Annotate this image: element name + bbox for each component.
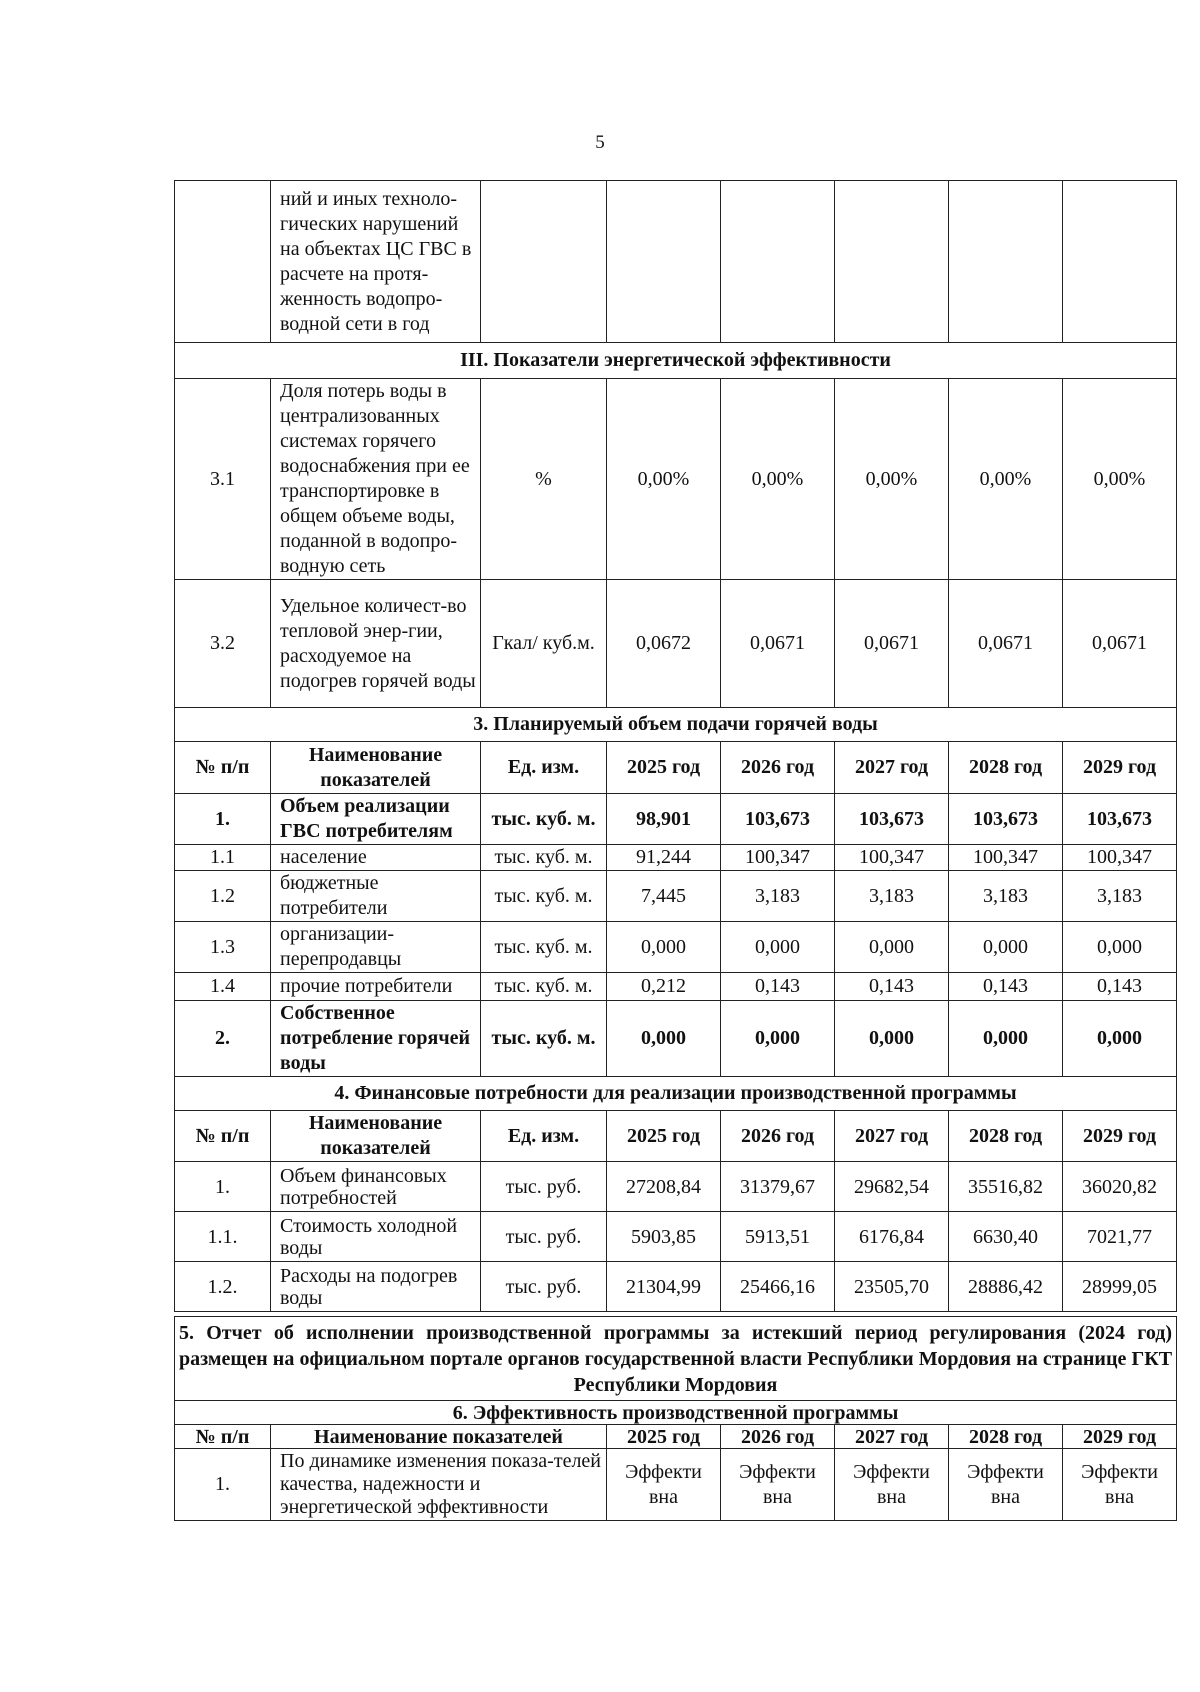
table-row xyxy=(175,1262,1177,1312)
value-cell: 0,000 xyxy=(949,922,1063,973)
value-cell: 0,00% xyxy=(949,379,1063,580)
header-year: 2028 год xyxy=(949,1425,1063,1449)
row-number: 1.2. xyxy=(175,1262,271,1312)
value-cell: 36020,82 xyxy=(1063,1162,1177,1212)
value-cell: 3,183 xyxy=(835,871,949,922)
row-number: 1. xyxy=(175,794,271,845)
value-cell: 27208,84 xyxy=(607,1162,721,1212)
value-cell xyxy=(721,181,835,343)
value-cell: 100,347 xyxy=(1063,845,1177,871)
value-cell: 0,00% xyxy=(607,379,721,580)
value-cell: 0,0671 xyxy=(835,580,949,708)
unit-cell: тыс. руб. xyxy=(481,1212,607,1262)
header-num: № п/п xyxy=(175,1425,271,1449)
value-cell: 0,000 xyxy=(1063,922,1177,973)
value-cell: 0,000 xyxy=(835,1001,949,1077)
indicator-name: бюджетные потребители xyxy=(271,871,481,922)
value-cell: 0,0671 xyxy=(1063,580,1177,708)
unit-cell: тыс. куб. м. xyxy=(481,1001,607,1077)
section-title-row xyxy=(175,708,1177,742)
header-year: 2029 год xyxy=(1063,742,1177,794)
value-cell: 0,00% xyxy=(835,379,949,580)
indicator-row xyxy=(175,379,1177,580)
value-cell: 103,673 xyxy=(1063,794,1177,845)
unit-cell: тыс. руб. xyxy=(481,1262,607,1312)
row-number: 1.4 xyxy=(175,973,271,1001)
value-cell: 0,0672 xyxy=(607,580,721,708)
value-cell: 0,00% xyxy=(721,379,835,580)
header-unit: Ед. изм. xyxy=(481,1111,607,1162)
header-num: № п/п xyxy=(175,1111,271,1162)
header-row xyxy=(175,1425,1177,1449)
unit-cell: тыс. куб. м. xyxy=(481,794,607,845)
value-cell: 98,901 xyxy=(607,794,721,845)
value-cell: 0,143 xyxy=(835,973,949,1001)
header-name: Наименование показателей xyxy=(271,742,481,794)
indicator-name: Стоимость холодной воды xyxy=(271,1212,481,1262)
value-cell: 0,000 xyxy=(721,1001,835,1077)
value-cell: 5903,85 xyxy=(607,1212,721,1262)
value-cell: Эффекти вна xyxy=(949,1449,1063,1521)
value-cell xyxy=(949,181,1063,343)
value-cell: 0,000 xyxy=(835,922,949,973)
section-title-row xyxy=(175,1077,1177,1111)
table-row xyxy=(175,1162,1177,1212)
value-cell: 3,183 xyxy=(1063,871,1177,922)
header-year: 2025 год xyxy=(607,1111,721,1162)
report-note: 5. Отчет об исполнении производственной программы за истекший период регулирования (2024 год) размещен на официальном портале органов государственной власти Республики Мордовия на странице ГКТ Республики Мордовия xyxy=(175,1317,1177,1401)
value-cell: 25466,16 xyxy=(721,1262,835,1312)
indicator-name: Удельное количест-во тепловой энер-гии, расходуемое на подогрев горячей воды xyxy=(271,580,481,708)
value-cell: 0,000 xyxy=(949,1001,1063,1077)
section-title-row xyxy=(175,343,1177,379)
continuation-row xyxy=(175,181,1177,343)
row-number xyxy=(175,181,271,343)
header-unit: Ед. изм. xyxy=(481,742,607,794)
value-cell: 7,445 xyxy=(607,871,721,922)
header-year: 2026 год xyxy=(721,1425,835,1449)
header-num: № п/п xyxy=(175,742,271,794)
unit-cell: тыс. куб. м. xyxy=(481,922,607,973)
header-name: Наименование показателей xyxy=(271,1425,607,1449)
value-cell: 0,000 xyxy=(607,922,721,973)
value-cell xyxy=(1063,181,1177,343)
value-cell: 7021,77 xyxy=(1063,1212,1177,1262)
header-year: 2028 год xyxy=(949,1111,1063,1162)
value-cell: 28999,05 xyxy=(1063,1262,1177,1312)
value-cell: 103,673 xyxy=(721,794,835,845)
header-year: 2029 год xyxy=(1063,1425,1177,1449)
header-year: 2029 год xyxy=(1063,1111,1177,1162)
indicator-name: ний и иных техноло-гических нарушений на объектах ЦС ГВС в расчете на протя-женность водопро-водной сети в год xyxy=(271,181,481,343)
unit-cell: тыс. куб. м. xyxy=(481,871,607,922)
value-cell: 91,244 xyxy=(607,845,721,871)
value-cell: 21304,99 xyxy=(607,1262,721,1312)
table-row xyxy=(175,1449,1177,1521)
header-year: 2027 год xyxy=(835,1111,949,1162)
row-number: 1.1 xyxy=(175,845,271,871)
row-number: 1.3 xyxy=(175,922,271,973)
header-year: 2027 год xyxy=(835,1425,949,1449)
value-cell: 0,000 xyxy=(721,922,835,973)
indicator-name: Объем реализации ГВС потребителям xyxy=(271,794,481,845)
main-table xyxy=(174,180,1177,1312)
section-title: 3. Планируемый объем подачи горячей воды xyxy=(175,708,1177,742)
row-number: 1.1. xyxy=(175,1212,271,1262)
row-number: 1.2 xyxy=(175,871,271,922)
unit-cell: % xyxy=(481,379,607,580)
value-cell: 0,143 xyxy=(721,973,835,1001)
row-number: 1. xyxy=(175,1162,271,1212)
value-cell: 100,347 xyxy=(835,845,949,871)
indicator-name: По динамике изменения показа-телей качества, надежности и энергетической эффективности xyxy=(271,1449,607,1521)
section-title: III. Показатели энергетической эффективности xyxy=(175,343,1177,379)
value-cell: 100,347 xyxy=(721,845,835,871)
value-cell: 103,673 xyxy=(835,794,949,845)
value-cell xyxy=(607,181,721,343)
value-cell: 6176,84 xyxy=(835,1212,949,1262)
section-title-row xyxy=(175,1401,1177,1425)
indicator-name: Доля потерь воды в централизованных системах горячего водоснабжения при ее транспортировке в общем объеме воды, поданной в водопро-водную сеть xyxy=(271,379,481,580)
value-cell: 0,143 xyxy=(1063,973,1177,1001)
value-cell: 0,0671 xyxy=(721,580,835,708)
unit-cell: тыс. куб. м. xyxy=(481,845,607,871)
header-name: Наименование показателей xyxy=(271,1111,481,1162)
value-cell: 0,000 xyxy=(1063,1001,1177,1077)
header-year: 2025 год xyxy=(607,742,721,794)
value-cell: 0,212 xyxy=(607,973,721,1001)
indicator-name: население xyxy=(271,845,481,871)
value-cell: 5913,51 xyxy=(721,1212,835,1262)
page-number: 5 xyxy=(595,132,605,153)
header-year: 2025 год xyxy=(607,1425,721,1449)
row-number: 1. xyxy=(175,1449,271,1521)
section-title: 6. Эффективность производственной программы xyxy=(175,1401,1177,1425)
value-cell: 35516,82 xyxy=(949,1162,1063,1212)
value-cell: Эффекти вна xyxy=(835,1449,949,1521)
indicator-name: Расходы на подогрев воды xyxy=(271,1262,481,1312)
table-row xyxy=(175,794,1177,845)
value-cell: Эффекти вна xyxy=(721,1449,835,1521)
value-cell: 0,0671 xyxy=(949,580,1063,708)
indicator-name: организации-перепродавцы xyxy=(271,922,481,973)
table-row xyxy=(175,1212,1177,1262)
indicator-row xyxy=(175,580,1177,708)
header-year: 2026 год xyxy=(721,1111,835,1162)
value-cell: 28886,42 xyxy=(949,1262,1063,1312)
value-cell: 6630,40 xyxy=(949,1212,1063,1262)
value-cell: 31379,67 xyxy=(721,1162,835,1212)
value-cell: 29682,54 xyxy=(835,1162,949,1212)
value-cell: 100,347 xyxy=(949,845,1063,871)
indicator-name: Объем финансовых потребностей xyxy=(271,1162,481,1212)
value-cell xyxy=(835,181,949,343)
table-row xyxy=(175,871,1177,922)
header-row xyxy=(175,1111,1177,1162)
report-row xyxy=(175,1317,1177,1401)
header-year: 2027 год xyxy=(835,742,949,794)
row-number: 2. xyxy=(175,1001,271,1077)
indicator-name: Собственное потребление горячей воды xyxy=(271,1001,481,1077)
value-cell: 0,00% xyxy=(1063,379,1177,580)
value-cell: 23505,70 xyxy=(835,1262,949,1312)
unit-cell: Гкал/ куб.м. xyxy=(481,580,607,708)
value-cell: 0,000 xyxy=(607,1001,721,1077)
header-year: 2028 год xyxy=(949,742,1063,794)
row-number: 3.2 xyxy=(175,580,271,708)
indicator-name: прочие потребители xyxy=(271,973,481,1001)
section-title: 4. Финансовые потребности для реализации производственной программы xyxy=(175,1077,1177,1111)
table-row xyxy=(175,845,1177,871)
header-row xyxy=(175,742,1177,794)
value-cell: 103,673 xyxy=(949,794,1063,845)
value-cell: Эффекти вна xyxy=(1063,1449,1177,1521)
unit-cell: тыс. куб. м. xyxy=(481,973,607,1001)
value-cell: 3,183 xyxy=(721,871,835,922)
table-row xyxy=(175,973,1177,1001)
table-row xyxy=(175,1001,1177,1077)
value-cell: 0,143 xyxy=(949,973,1063,1001)
row-number: 3.1 xyxy=(175,379,271,580)
value-cell: 3,183 xyxy=(949,871,1063,922)
value-cell xyxy=(481,181,607,343)
value-cell: Эффекти вна xyxy=(607,1449,721,1521)
efficiency-table xyxy=(174,1316,1177,1521)
table-row xyxy=(175,922,1177,973)
unit-cell: тыс. руб. xyxy=(481,1162,607,1212)
header-year: 2026 год xyxy=(721,742,835,794)
